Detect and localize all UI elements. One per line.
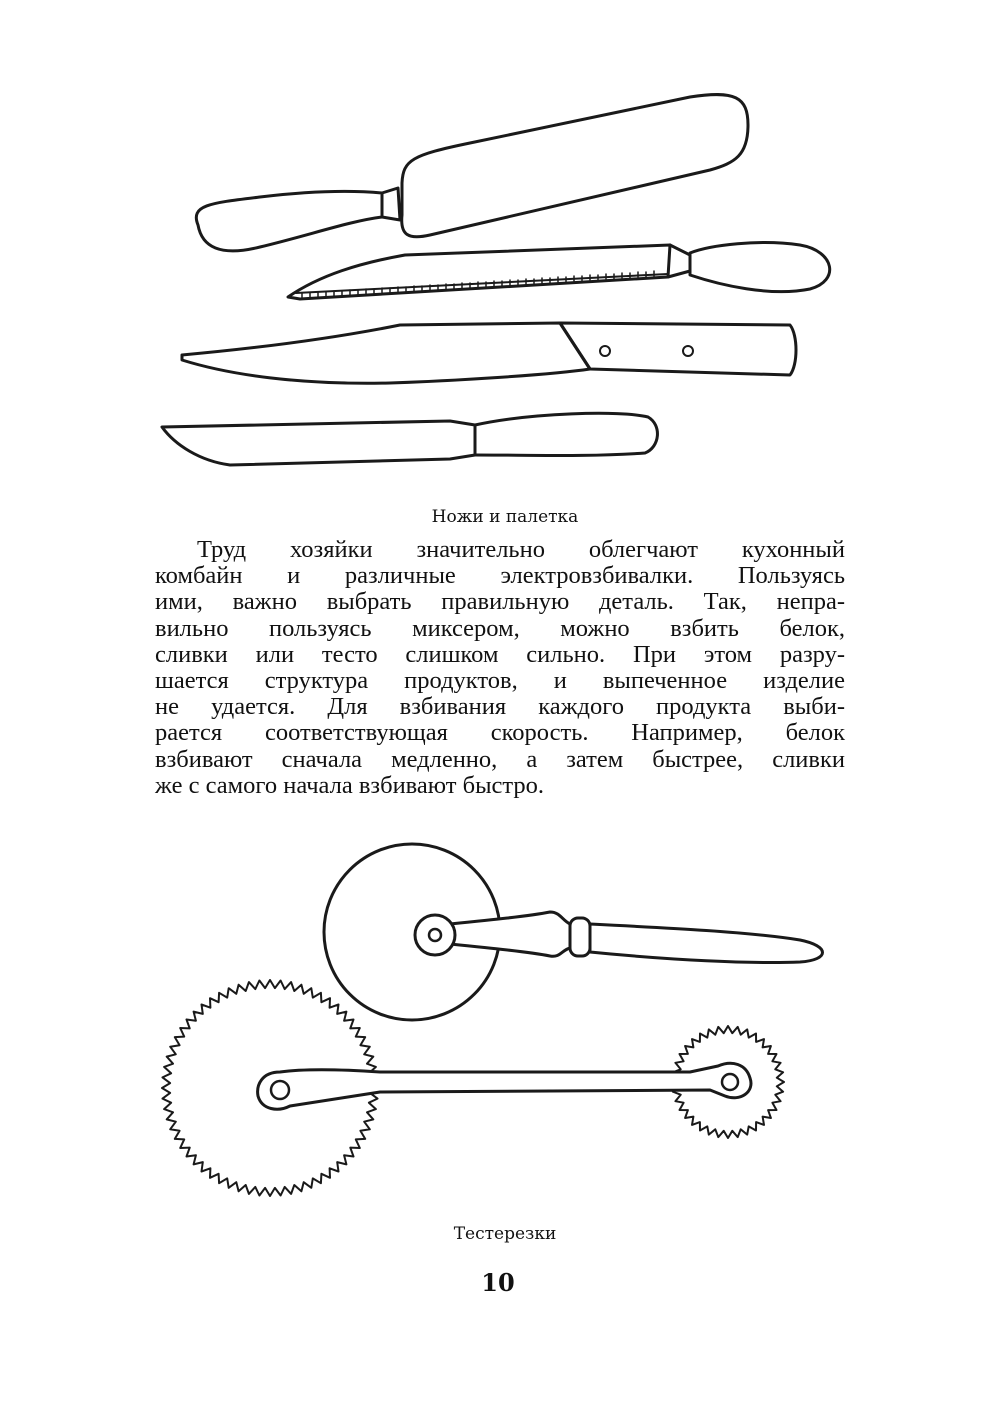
table-knife-drawing — [162, 413, 657, 465]
paragraph-line: рается соответствующая скорость. Например, белок — [155, 719, 845, 747]
pastry-cutters-illustration — [150, 820, 850, 1210]
paragraph-line: шается структура продуктов, и выпеченное изделие — [155, 667, 845, 695]
chef-knife-drawing — [182, 323, 796, 383]
figure-caption-knives: Ножи и палетка — [431, 507, 579, 527]
paragraph-line: вильно пользуясь миксером, можно взбить белок, — [155, 614, 845, 642]
serrated-cutter-drawing — [162, 980, 784, 1196]
figure-caption-cutters: Тестерезки — [453, 1224, 557, 1244]
bread-knife-drawing — [288, 243, 830, 299]
pizza-cutter-drawing — [324, 844, 823, 1020]
paragraph-line: не удается. Для взбивания каждого продукта выби- — [155, 693, 845, 721]
body-paragraph — [155, 537, 845, 799]
paragraph-line: же с самого начала взбивают быстро. — [155, 771, 545, 799]
knives-illustration — [150, 85, 850, 485]
paragraph-line: комбайн и различные электровзбивалки. Пользуясь — [155, 562, 845, 590]
page-number: 10 — [481, 1268, 515, 1297]
paragraph-line: взбивают сначала медленно, а затем быстрее, сливки — [155, 745, 845, 773]
palette-knife-drawing — [196, 94, 748, 250]
paragraph-line: Труд хозяйки значительно облегчают кухонный — [197, 536, 845, 563]
paragraph-line: сливки или тесто слишком сильно. При этом разру- — [155, 640, 845, 668]
paragraph-line: ими, важно выбрать правильную деталь. Так, непра- — [155, 588, 845, 616]
